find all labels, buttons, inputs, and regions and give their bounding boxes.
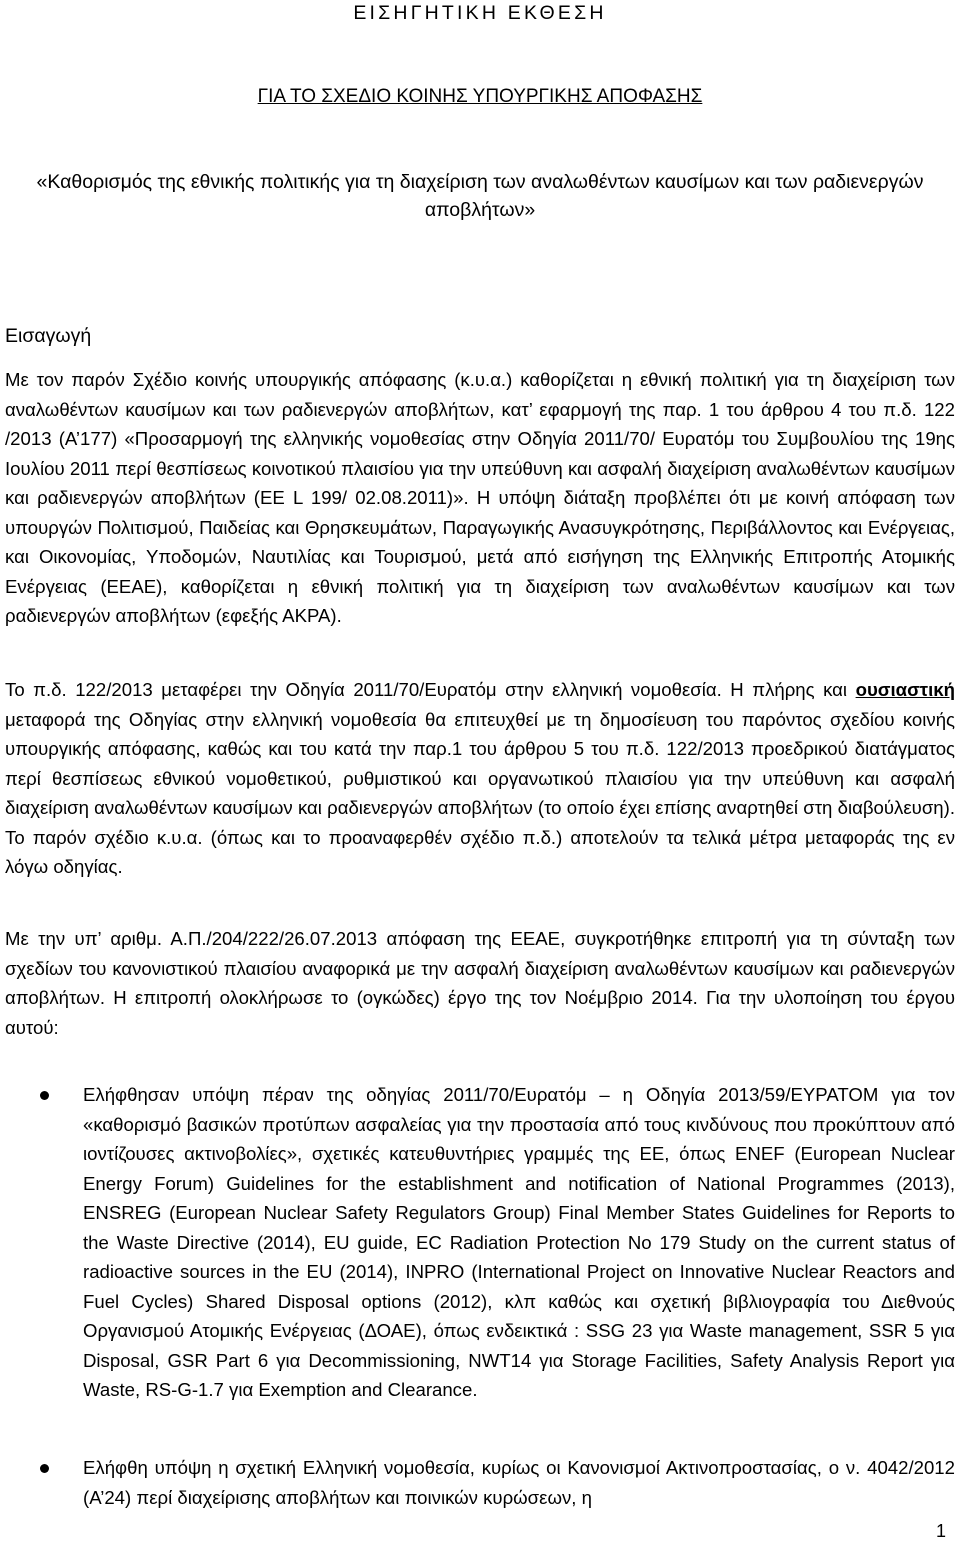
bullet-list: [0, 1453, 960, 1512]
committee-paragraph: Με την υπ’ αριθμ. Α.Π./204/222/26.07.2013 απόφαση της ΕΕΑΕ, συγκροτήθηκε επιτροπή για τη σύνταξη των σχεδίων του κανονιστικού πλαισίου αναφορικά με την ασφαλή διαχείριση αναλωθέντων καυσίμων και ραδιενεργών αποβλήτων. Η επιτροπή ολοκλήρωσε το (ογκώδες) έργο της τον Νοέμβριο 2014. Για την υλοποίηση του έργου αυτού:: [5, 928, 955, 1038]
document-subtitle: ΓΙΑ ΤΟ ΣΧΕΔΙΟ ΚΟΙΝΗΣ ΥΠΟΥΡΓΙΚΗΣ ΑΠΟΦΑΣΗΣ: [257, 86, 703, 107]
section-heading: Εισαγωγή: [5, 325, 92, 347]
transposition-paragraph: [5, 675, 955, 882]
list-item-text: Ελήφθησαν υπόψη πέραν της οδηγίας 2011/70/Ευρατόμ – η Οδηγία 2013/59/ΕΥΡΑΤΟΜ για τον «καθορισμό βασικών προτύπων ασφαλείας για την προστασία από τους κινδύνους που προκύπτουν από ιοντίζουσες ακτινοβολίες», σχετικές κατευθυντήριες γραμμές της ΕΕ, όπως ENEF (European Nuclear Energy Forum) Guidelines for the establishment and notification of National Programmes (2013), ENSREG (European Nuclear Safety Regulators Group) Final Member States Guidelines for Reports to the Waste Directive (2014), EU guide, EC Radiation Protection No 179 Study on the current status of radioactive sources in the EU (2014), INPRO (International Project on Innovative Nuclear Reactors and Fuel Cycles) Shared Disposal options (2012), κλπ καθώς και σχετική βιβλιογραφία του Διεθνούς Οργανισμού Ατομικής Ενέργειας (ΔΟΑΕ), όπως ενδεικτικά : SSG 23 για Waste management, SSR 5 για Disposal, GSR Part 6 για Decommissioning, NWT14 για Storage Facilities, Safety Analysis Report για Waste, RS-G-1.7 για Exemption and Clearance.: [83, 1084, 955, 1400]
list-item: [0, 1080, 960, 1405]
paragraph-text: Το π.δ. 122/2013 μεταφέρει την Οδηγία 2011/70/Ευρατόμ στην ελληνική νομοθεσία. Η πλήρης και: [5, 679, 856, 700]
list-item: [0, 1453, 960, 1512]
intro-paragraph: Με τον παρόν Σχέδιο κοινής υπουργικής απόφασης (κ.υ.α.) καθορίζεται η εθνική πολιτική για τη διαχείριση των αναλωθέντων καυσίμων και των ραδιενεργών αποβλήτων, κατ’ εφαρμογή της παρ. 1 του άρθρου 4 του π.δ. 122 /2013 (Α’177) «Προσαρμογή της ελληνικής νομοθεσίας στην Οδηγία 2011/70/ Ευρατόμ του Συμβουλίου της 19ης Ιουλίου 2011 περί θεσπίσεως κοινοτικού πλαισίου για την υπεύθυνη και ασφαλή διαχείριση αναλωθέντων καυσίμων και ραδιενεργών αποβλήτων (ΕΕ L 199/ 02.08.2011)». Η υπόψη διάταξη προβλέπει ότι με κοινή απόφαση των υπουργών Πολιτισμού, Παιδείας και Θρησκευμάτων, Παραγωγικής Ανασυγκρότησης, Περιβάλλοντος και Ενέργειας, και Οικονομίας, Υποδομών, Ναυτιλίας και Τουρισμού, μετά από εισήγηση της Ελληνικής Επιτροπής Ατομικής Ενέργειας (ΕΕΑΕ), καθορίζεται η εθνική πολιτική για τη διαχείριση των αναλωθέντων καυσίμων και των ραδιενεργών αποβλήτων (εφεξής ΑΚΡΑ).: [5, 369, 955, 626]
bullet-icon: [40, 1091, 49, 1100]
report-title: ΕΙΣΗΓΗΤΙΚΗ ΕΚΘΕΣΗ: [353, 2, 607, 24]
bullet-list: [0, 1080, 960, 1405]
emphasis-text: ουσιαστική: [855, 679, 955, 700]
list-item-text: Ελήφθη υπόψη η σχετική Ελληνική νομοθεσία, κυρίως οι Κανονισμοί Ακτινοπροστασίας, ο ν. 4042/2012 (Α’24) περί διαχείρισης αποβλήτων και ποινικών κυρώσεων, η: [83, 1457, 955, 1508]
bullet-icon: [40, 1464, 49, 1473]
paragraph-text: μεταφορά της Οδηγίας στην ελληνική νομοθεσία θα επιτευχθεί με τη δημοσίευση του παρόντος σχεδίου κοινής υπουργικής απόφασης, καθώς και του κατά την παρ.1 του άρθρου 5 του π.δ. 122/2013 προεδρικού διατάγματος περί θεσπίσεως εθνικού νομοθετικού, ρυθμιστικού και οργανωτικού πλαισίου για την υπεύθυνη και ασφαλή διαχείριση αναλωθέντων καυσίμων και ραδιενεργών αποβλήτων (το οποίο έχει επίσης αναρτηθεί στη διαβούλευση). Το παρόν σχέδιο κ.υ.α. (όπως και το προαναφερθέν σχέδιο π.δ.) αποτελούν τα τελικά μέτρα μεταφοράς της εν λόγω οδηγίας.: [5, 708, 955, 877]
document-title: «Καθορισμός της εθνικής πολιτικής για τη διαχείριση των αναλωθέντων καυσίμων και των ραδιενεργών αποβλήτων»: [36, 171, 924, 221]
page-number: 1: [935, 1521, 946, 1541]
